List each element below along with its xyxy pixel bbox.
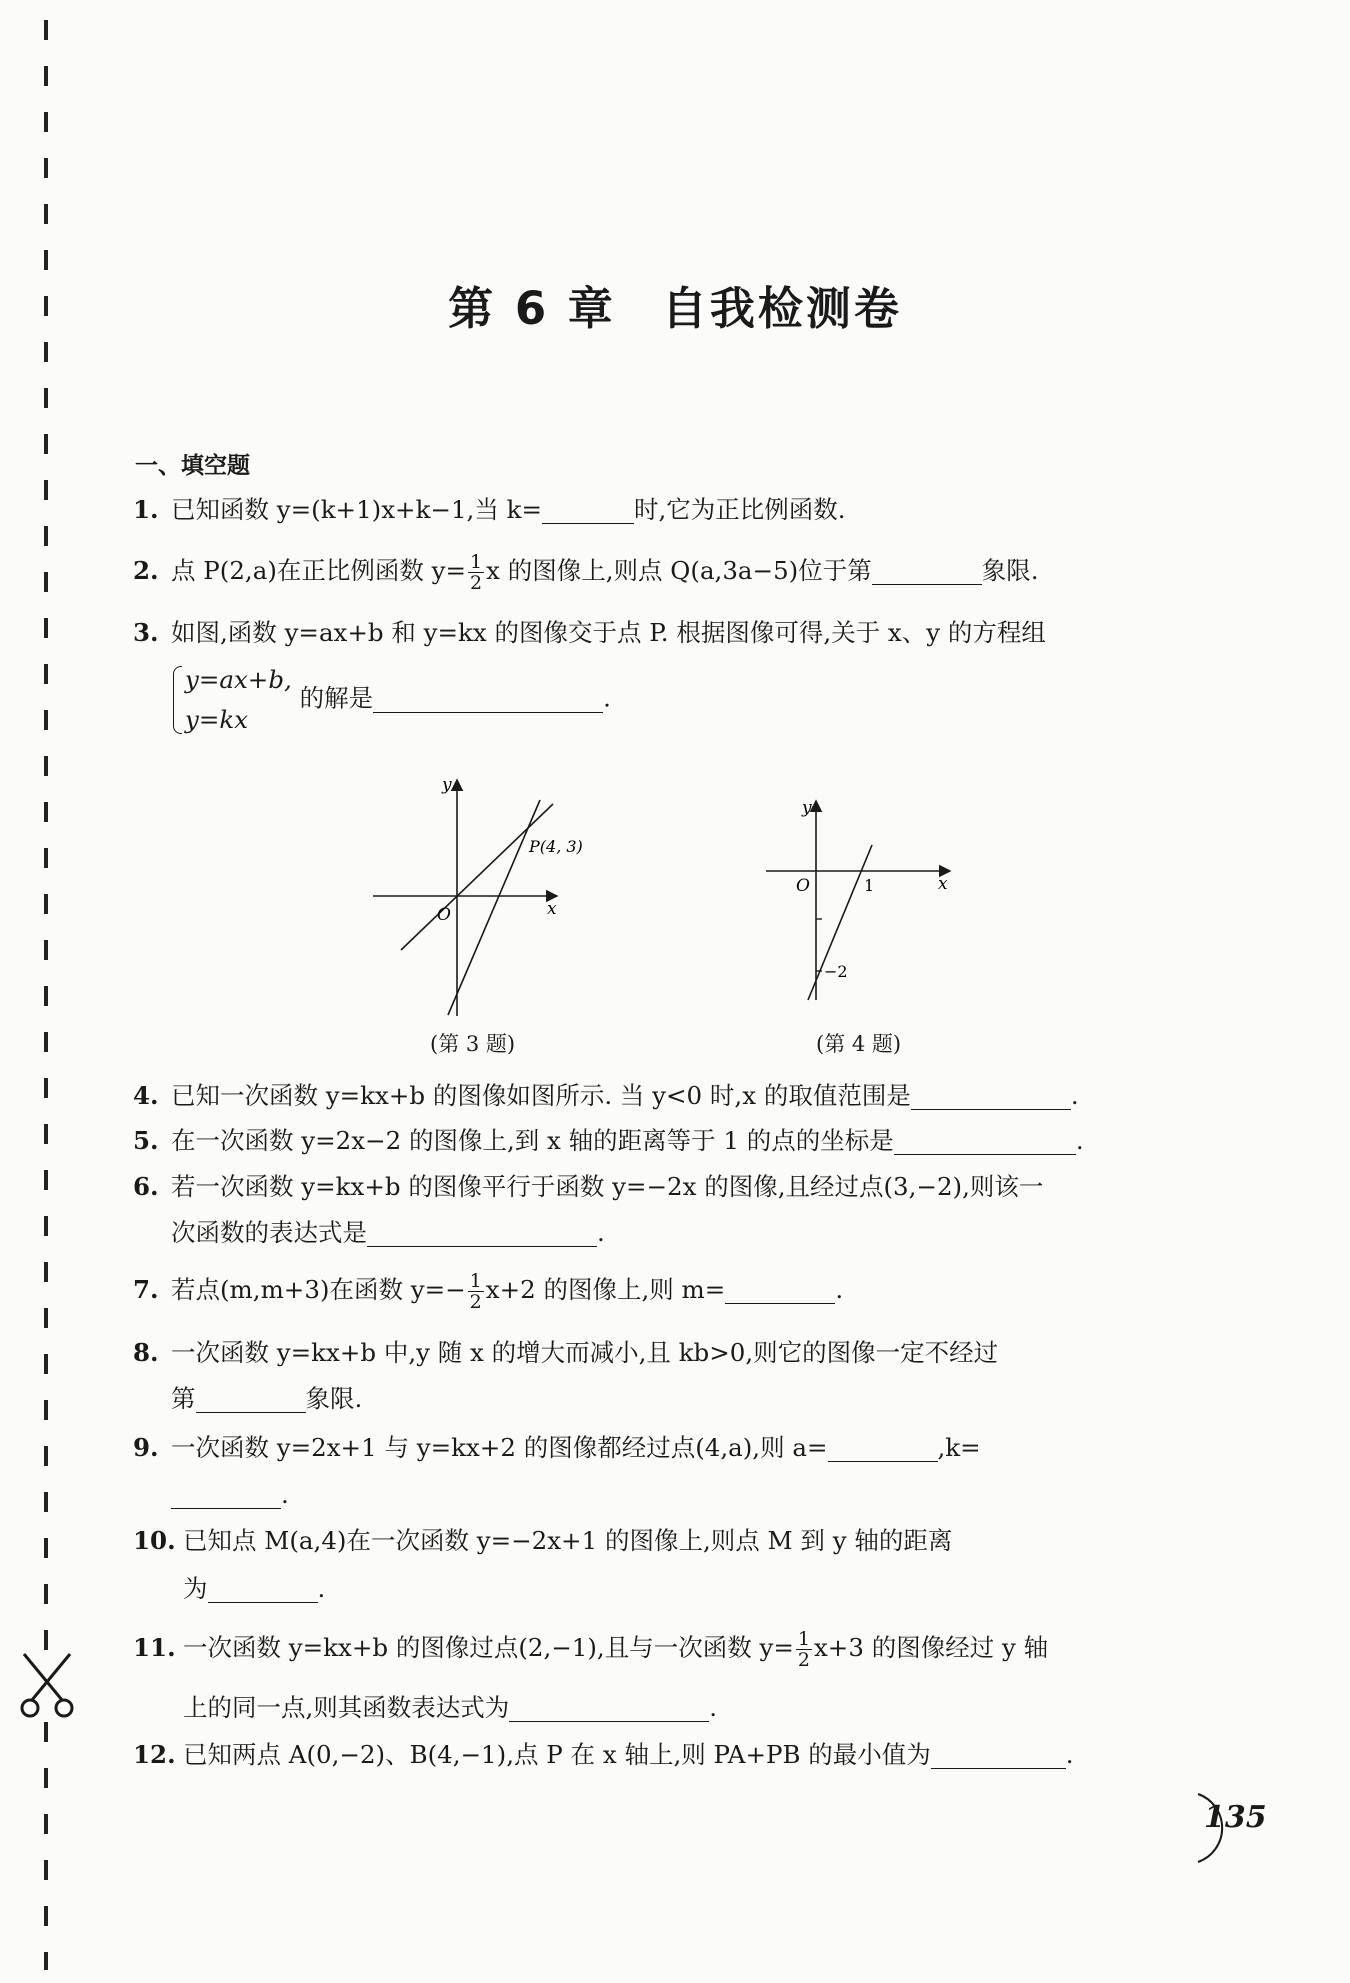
- answer-blank[interactable]: [171, 1478, 281, 1509]
- question-10: 10. 已知点 M(a,4)在一次函数 y=−2x+1 的图像上,则点 M 到 y 轴的距离: [133, 1526, 953, 1555]
- question-6: 6. 若一次函数 y=kx+b 的图像平行于函数 y=−2x 的图像,且经过点(3,−2),则该一: [133, 1172, 1044, 1201]
- question-7: 7. 若点(m,m+3)在函数 y=− $\frac{1}{2}$ x+2 的图像上,则 m= .: [133, 1270, 844, 1313]
- svg-text:y: y: [442, 775, 452, 795]
- line-y-kx: [401, 804, 553, 950]
- svg-text:P(4, 3): P(4, 3): [529, 837, 583, 856]
- question-5: 5. 在一次函数 y=2x−2 的图像上,到 x 轴的距离等于 1 的点的坐标是 .: [133, 1126, 1084, 1155]
- answer-blank[interactable]: [373, 682, 603, 713]
- svg-text:1: 1: [864, 876, 875, 895]
- equation-system: y=ax+b, y=kx: [171, 660, 292, 740]
- chapter-label: 第 6 章: [448, 282, 616, 335]
- question-2: 2. 点 P(2,a)在正比例函数 y= $\frac{1}{2}$ x 的图像上,则点 Q(a,3a−5)位于第 象限.: [133, 551, 1039, 594]
- answer-blank[interactable]: [725, 1273, 835, 1304]
- section-heading: 一、填空题: [135, 453, 250, 479]
- question-6-cont: 次函数的表达式是 .: [171, 1218, 605, 1247]
- figure-4: [760, 795, 960, 1005]
- figure-4-caption: (第 4 题): [816, 1032, 902, 1056]
- question-9-cont: .: [133, 1472, 1203, 1518]
- answer-blank[interactable]: [911, 1079, 1071, 1110]
- question-3-system: y=ax+b, y=kx 的解是 .: [133, 660, 1203, 740]
- figure-3: [365, 770, 583, 1020]
- figure-3-caption: (第 3 题): [430, 1032, 516, 1056]
- question-8: 8. 一次函数 y=kx+b 中,y 随 x 的增大而减小,且 kb>0,则它的图像一定不经过: [133, 1338, 999, 1367]
- answer-blank[interactable]: [828, 1431, 938, 1462]
- question-11-cont: 上的同一点,则其函数表达式为 .: [183, 1693, 718, 1722]
- question-12: 12. 已知两点 A(0,−2)、B(4,−1),点 P 在 x 轴上,则 PA+PB 的最小值为 .: [133, 1740, 1074, 1769]
- scissors-icon: [18, 1650, 76, 1720]
- line-y-ax-b: [448, 800, 540, 1015]
- answer-blank[interactable]: [542, 493, 634, 524]
- question-4: 4. 已知一次函数 y=kx+b 的图像如图所示. 当 y<0 时,x 的取值范围是 .: [133, 1081, 1079, 1110]
- svg-text:O: O: [796, 876, 810, 896]
- answer-blank[interactable]: [509, 1691, 709, 1722]
- page-title: [0, 272, 1350, 337]
- fraction: $\frac{1}{2}$: [797, 1628, 810, 1671]
- question-3: 3. 如图,函数 y=ax+b 和 y=kx 的图像交于点 P. 根据图像可得,关于 x、y 的方程组: [133, 618, 1046, 647]
- question-11: 11. 一次函数 y=kx+b 的图像过点(2,−1),且与一次函数 y= $\frac{1}{2}$ x+3 的图像经过 y 轴: [133, 1628, 1049, 1671]
- question-1: 1. 已知函数 y=(k+1)x+k−1,当 k= 时,它为正比例函数.: [133, 495, 846, 524]
- answer-blank[interactable]: [931, 1738, 1066, 1769]
- svg-text:−2: −2: [824, 962, 848, 981]
- answer-blank[interactable]: [196, 1382, 306, 1413]
- svg-text:O: O: [437, 905, 451, 925]
- answer-blank[interactable]: [872, 554, 982, 585]
- question-10-cont: 为 .: [183, 1574, 326, 1603]
- svg-text:y: y: [802, 798, 812, 818]
- question-9: 9. 一次函数 y=2x+1 与 y=kx+2 的图像都经过点(4,a),则 a= ,k=: [133, 1433, 981, 1462]
- page-number: 135: [1204, 1800, 1267, 1835]
- answer-blank[interactable]: [894, 1124, 1076, 1155]
- title-text: 自我检测卷: [661, 282, 902, 335]
- answer-blank[interactable]: [208, 1572, 318, 1603]
- fraction: $\frac{1}{2}$: [470, 551, 483, 594]
- answer-blank[interactable]: [367, 1216, 597, 1247]
- svg-text:x: x: [938, 874, 948, 894]
- fraction: $\frac{1}{2}$: [469, 1270, 482, 1313]
- svg-text:x: x: [547, 899, 557, 919]
- question-8-cont: 第 象限.: [171, 1384, 363, 1413]
